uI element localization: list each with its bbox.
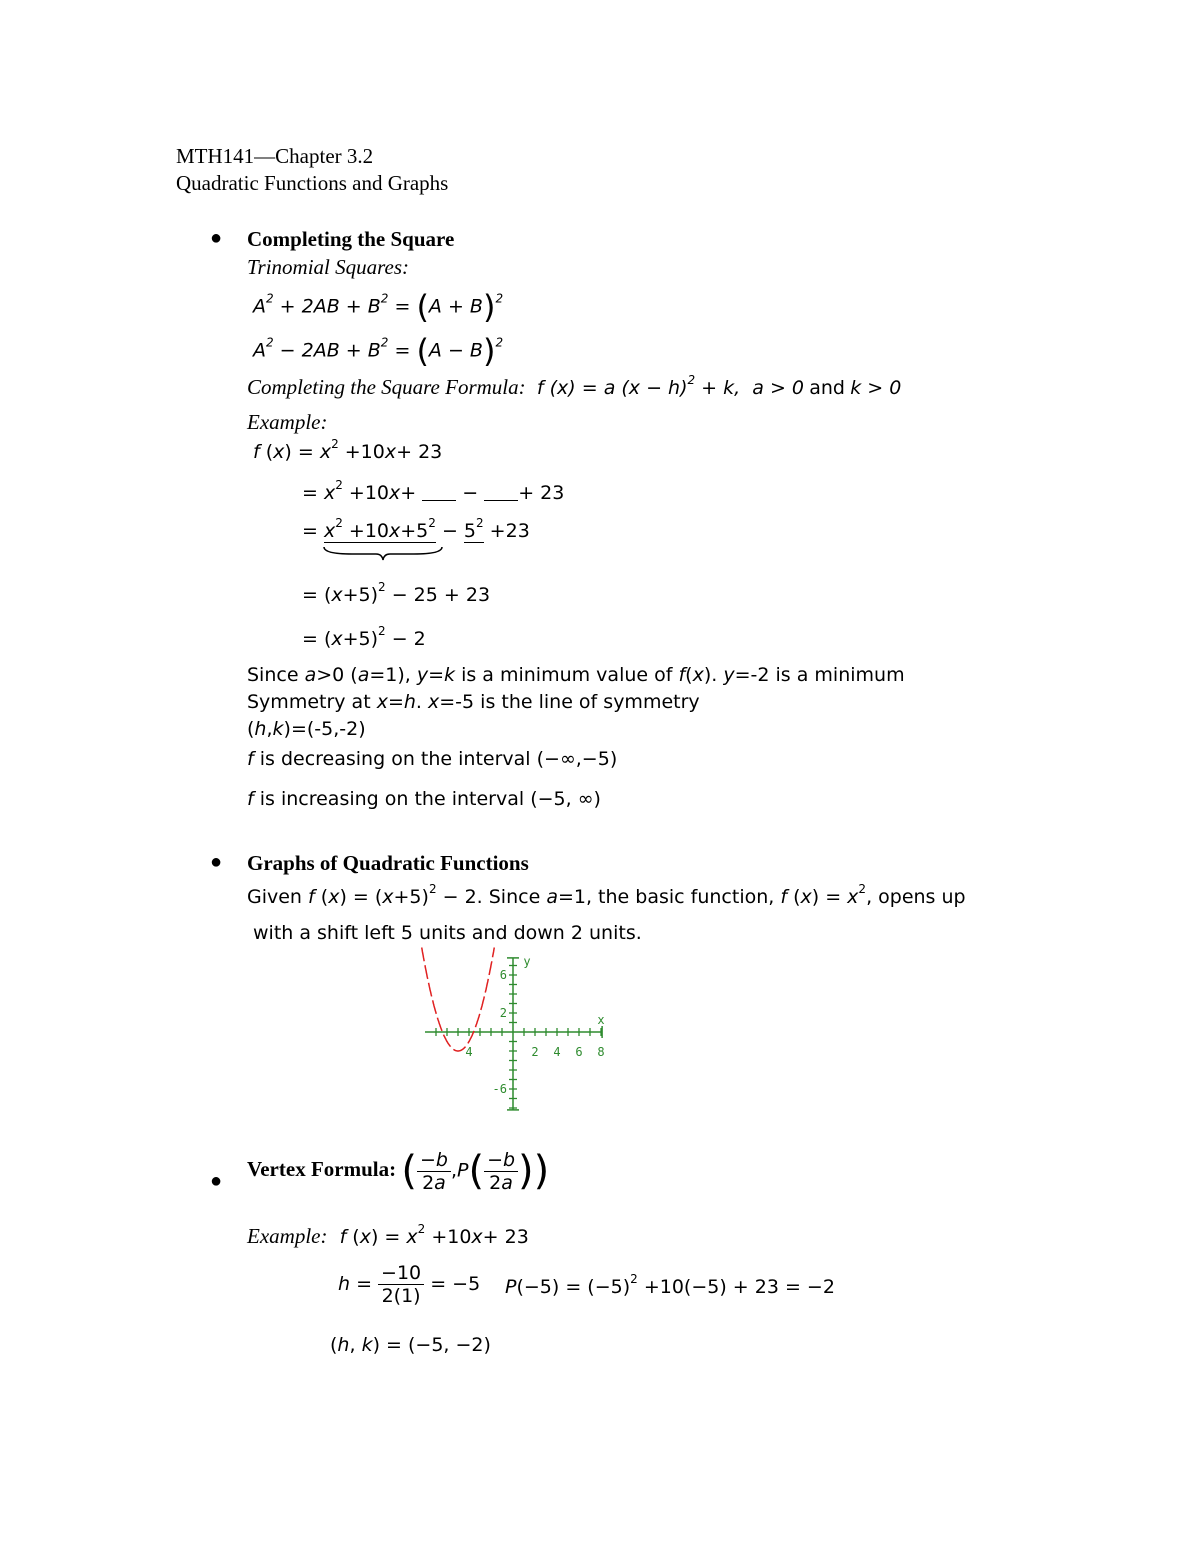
y-tick-label: 6 (499, 968, 507, 982)
bullet-icon: ● (210, 851, 223, 873)
trinomial-formula-diff: $A^2 - 2AB + B^2 = (A - B)^2$ (253, 332, 504, 370)
conclusion-line-1: Since a>0 (a=1), y=k is a minimum value of f(x). y=-2 is a minimum (247, 664, 905, 686)
x-tick-label: 4 (465, 1045, 473, 1059)
vertex-example: Example: f $(x) = x^2 +10x+ 23$ (247, 1222, 529, 1248)
y-tick-label: -6 (492, 1082, 507, 1096)
bullet-icon: ● (210, 227, 223, 249)
graph-description-line-1: Given f $(x) = (x+5)^2 - 2$. Since a=1, the basic function, f $(x) = x^2$, opens up (247, 882, 966, 908)
x-tick-label: 2 (531, 1045, 539, 1059)
trinomial-label: Trinomial Squares: (247, 255, 409, 279)
x-axis-label: x (597, 1013, 605, 1027)
trinomial-formula-sum: $A^2 + 2AB + B^2 = (A + B)^2$ (253, 288, 504, 326)
increasing-interval: f is increasing on the interval (−5, ∞) (247, 788, 601, 810)
page-subtitle: Quadratic Functions and Graphs (176, 171, 449, 195)
x-tick-label: 6 (575, 1045, 583, 1059)
formula-and: and (809, 377, 845, 399)
example-step-3: = $x^2 +10x+5^2 - 5^2 +23$ (302, 516, 530, 542)
vertex-calculation-p: $P(-5) = (-5)^2 +10(-5) + 23 = -2$ (505, 1272, 835, 1298)
conclusion-line-3: (h,k)=(-5,-2) (247, 718, 366, 740)
x-tick-label: 8 (597, 1045, 605, 1059)
example-step-4: = $(x+5)^2 - 25 + 23$ (302, 580, 491, 606)
section-heading-completing-square: Completing the Square (247, 227, 455, 251)
page-title: MTH141—Chapter 3.2 (176, 144, 374, 168)
conclusion-line-2: Symmetry at x=h. x=-5 is the line of symmetry (247, 691, 700, 713)
section-heading-graphs: Graphs of Quadratic Functions (247, 851, 529, 875)
y-tick-label: 2 (499, 1006, 507, 1020)
example-step-2: = $x^2 +10x+$ − + 23 (302, 478, 565, 504)
example-label-1: Example: (247, 410, 328, 434)
graph-description-line-2: with a shift left 5 units and down 2 units. (253, 922, 642, 944)
vertex-formula: Vertex Formula: ( $\frac{-b}{2a}$ ,P( $\frac{-b}{2a}$ )) (247, 1148, 550, 1194)
example-step-5: = $(x+5)^2 - 2$ (302, 624, 426, 650)
x-tick-label: 4 (553, 1045, 561, 1059)
completing-square-formula: Completing the Square Formula: f (x) = a $(x - h)^2 + k$, a > 0 and k > 0 (247, 373, 902, 399)
bullet-icon: ● (210, 1170, 223, 1192)
example-step-1: f $(x) = x^2 +10x+ 23$ (253, 437, 443, 463)
decreasing-interval: f is decreasing on the interval (−∞,−5) (247, 748, 618, 770)
formula-label: Completing the Square Formula: (247, 375, 526, 399)
vertex-result: (h, k) = (−5, −2) (330, 1334, 491, 1356)
y-axis-label: y (523, 954, 531, 969)
section-heading-vertex: Vertex Formula: (247, 1156, 397, 1181)
vertex-calculation-h: h = $\frac{-10}{2(1)}$ = −5 (338, 1262, 481, 1307)
